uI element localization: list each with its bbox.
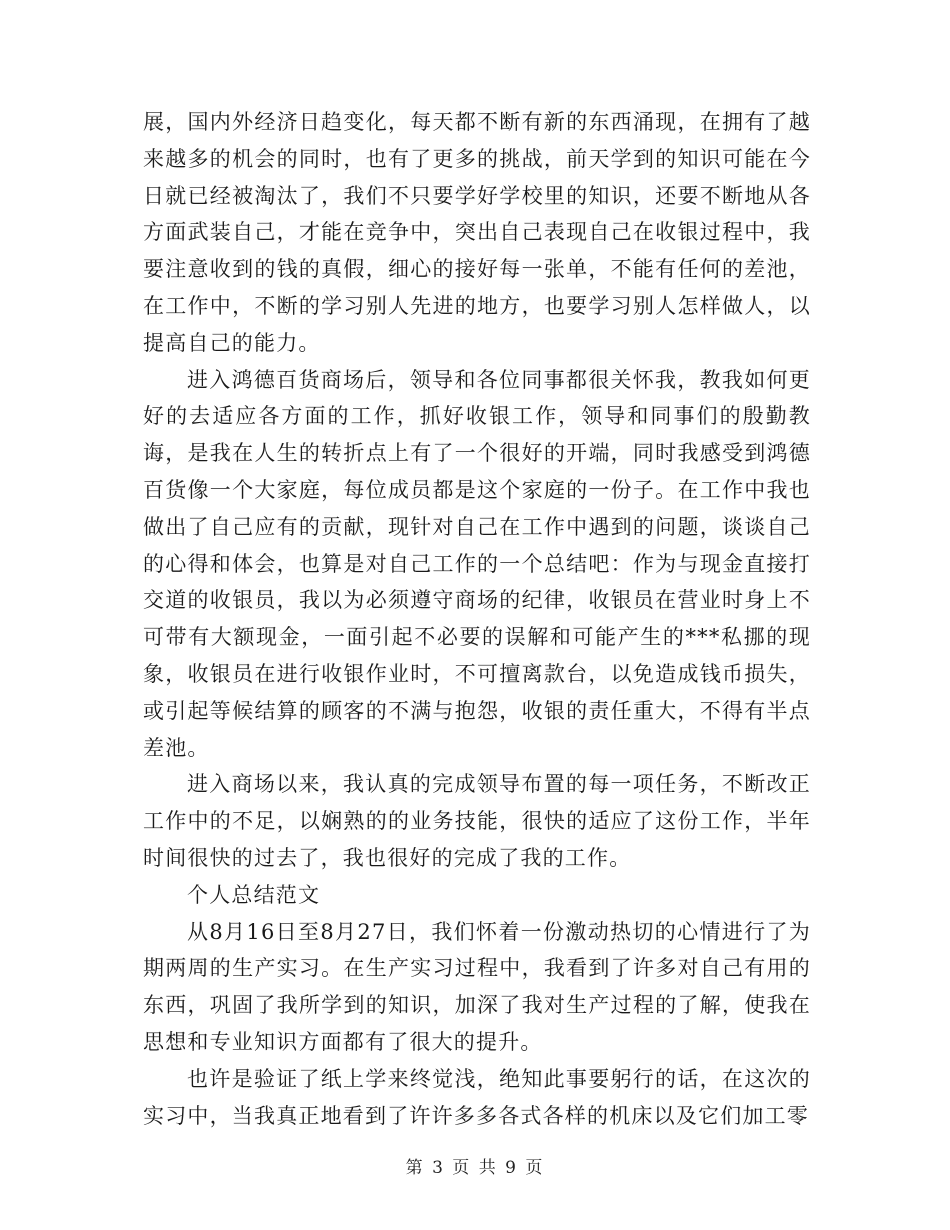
page-footer (0, 1153, 950, 1178)
paragraph-4: 从8月16日至8月27日，我们怀着一份激动热切的心情进行了为期两周的生产实习。在生产实习过程中，我看到了许多对自己有用的东西，巩固了我所学到的知识，加深了我对生产过程的了解，使我在思想和专业知识方面都有了很大的提升。 (143, 919, 811, 1054)
section-heading: 个人总结范文 (187, 882, 321, 907)
page-number-label: 第 3 页 共 9 页 (405, 1158, 545, 1178)
paragraph-5: 也许是验证了纸上学来终觉浅，绝知此事要躬行的话，在这次的实习中，当我真正地看到了许许多多各式各样的机床以及它们加工零 (143, 1066, 811, 1128)
document-body (143, 104, 811, 1134)
paragraph-2: 进入鸿德百货商场后，领导和各位同事都很关怀我，教我如何更好的去适应各方面的工作，抓好收银工作，领导和同事们的殷勤教诲，是我在人生的转折点上有了一个很好的开端，同时我感受到鸿德百货像一个大家庭，每位成员都是这个家庭的一份子。在工作中我也做出了自己应有的贡献，现针对自己在工作中遇到的问题，谈谈自己的心得和体会，也算是对自己工作的一个总结吧：作为与现金直接打交道的收银员，我以为必须遵守商场的纪律，收银员在营业时身上不可带有大额现金，一面引起不必要的误解和可能产生的***私挪的现象，收银员在进行收银作业时，不可擅离款台，以免造成钱币损失，或引起等候结算的顾客的不满与抱怨，收银的责任重大，不得有半点差池。 (143, 367, 811, 760)
paragraph-3: 进入商场以来，我认真的完成领导布置的每一项任务，不断改正工作中的不足，以娴熟的的业务技能，很快的适应了这份工作，半年时间很快的过去了，我也很好的完成了我的工作。 (143, 772, 811, 870)
paragraph-1: 展，国内外经济日趋变化，每天都不断有新的东西涌现，在拥有了越来越多的机会的同时，也有了更多的挑战，前天学到的知识可能在今日就已经被淘汰了，我们不只要学好学校里的知识，还要不断地从各方面武装自己，才能在竞争中，突出自己表现自己在收银过程中，我要注意收到的钱的真假，细心的接好每一张单，不能有任何的差池，在工作中，不断的学习别人先进的地方，也要学习别人怎样做人，以提高自己的能力。 (143, 110, 811, 355)
